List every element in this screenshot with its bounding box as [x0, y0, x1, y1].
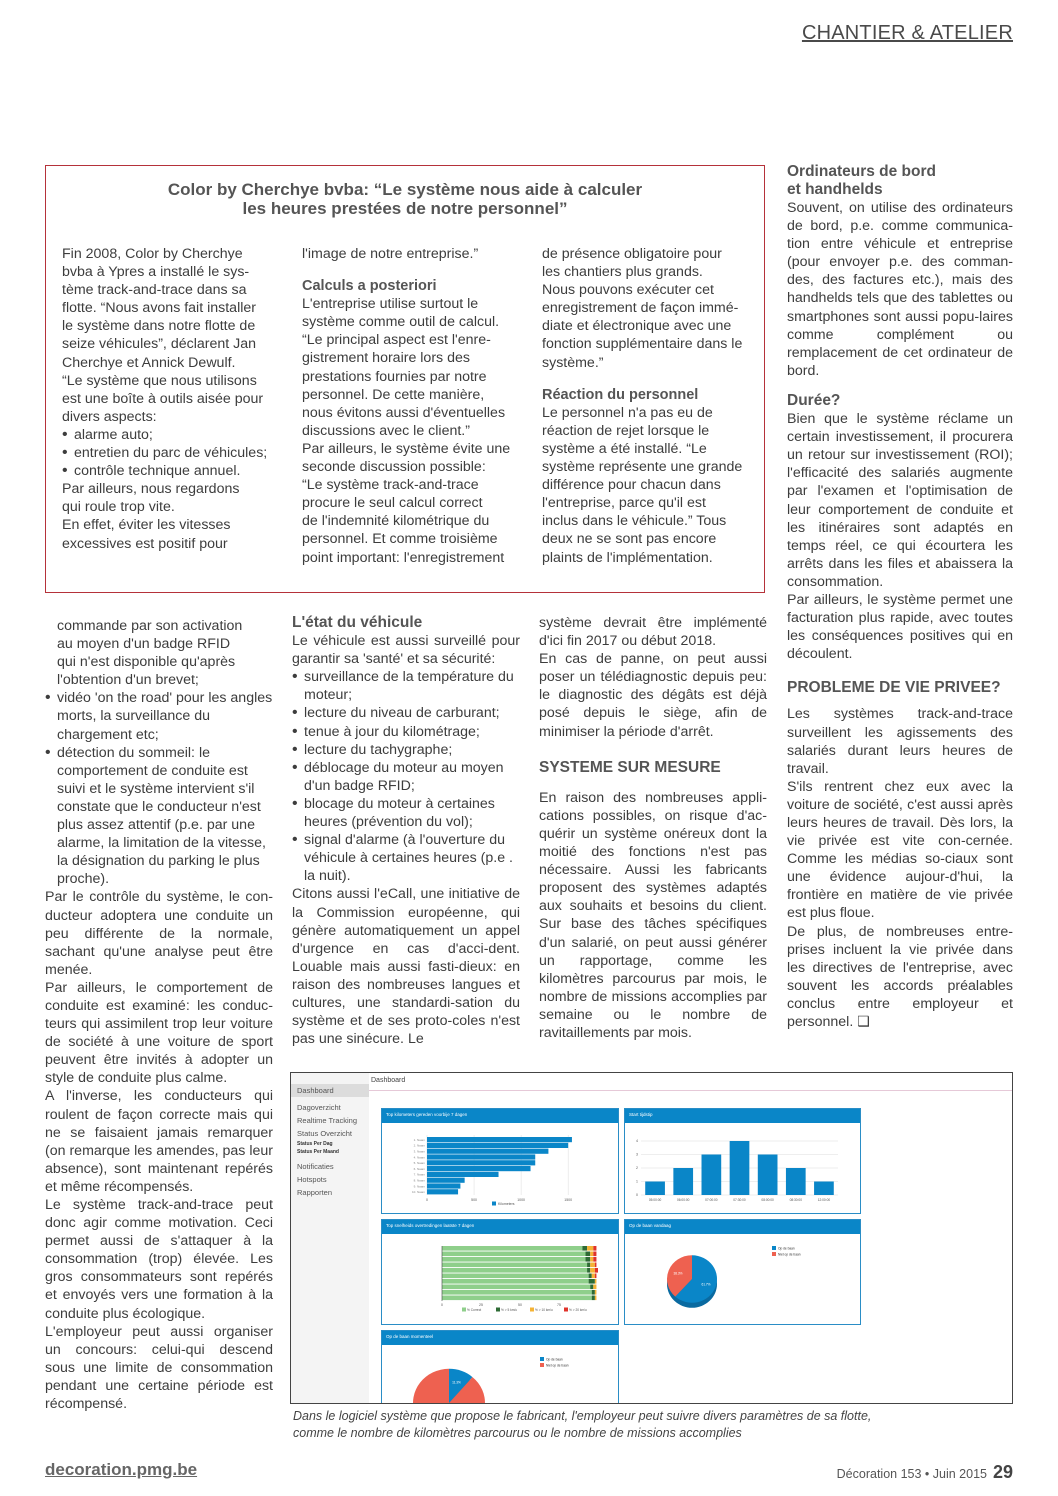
text-line: qui roule trop vite. — [62, 499, 175, 516]
bar — [427, 1154, 535, 1159]
sidebar-col1-outro — [62, 480, 292, 552]
text-line: excessives est positif pour — [62, 535, 228, 552]
text-line: nous évitons aussi d'éventuelles — [302, 404, 506, 421]
bar — [427, 1172, 499, 1177]
bar-segment — [587, 1263, 590, 1268]
bar-segment — [590, 1263, 595, 1268]
panel-top-km — [381, 1108, 619, 1214]
sidebar-title-line-1: Color by Cherchye bvba: “Le système nous aide à calculer — [167, 180, 643, 199]
bar-segment — [595, 1279, 597, 1284]
text-line: fonction supplémentaire dans le — [542, 336, 743, 353]
bar-segment — [592, 1274, 595, 1279]
bullet-item: • blocage du moteur à certaines heures (prévention du vol); — [292, 795, 520, 831]
bullet-item: • signal d'alarme (à l'ouverture du véhicule à certaines heures (p.e . la nuit). — [292, 831, 520, 885]
issue-info: Décoration 153 • Juin 2015 — [836, 1467, 987, 1481]
text-line: “Le système que nous utilisons — [62, 372, 257, 389]
panel-title: Op de baan vandaag — [625, 1220, 860, 1234]
text-line: Par ailleurs, le système évite une — [302, 440, 511, 457]
heading-sur-mesure: SYSTEME SUR MESURE — [539, 758, 721, 776]
paragraph: A l'inverse, les conducteurs qui roulent de façon correcte mais qui ne se faisaient jamais remarquer (on remarque les amendes, pas leur absence), sont maintenant repérés et même récompensés. — [45, 1088, 273, 1195]
bullet-item: • tenue à jour du kilométrage; — [292, 723, 520, 741]
panel-on-road-now — [381, 1330, 619, 1404]
dashboard-divider — [369, 1090, 1012, 1091]
chart-on-road-today — [625, 1234, 860, 1324]
bar-segment — [442, 1268, 587, 1273]
pie-slice — [413, 1369, 485, 1404]
text-line: réaction de rejet lorsque le — [542, 422, 710, 439]
legend-swatch — [530, 1308, 534, 1312]
legend-label: % > 20 km/u — [569, 1308, 587, 1312]
panel-title: Op de baan momenteel — [382, 1331, 618, 1345]
text-line: Par ailleurs, nous regardons — [62, 481, 240, 498]
bar — [673, 1168, 693, 1195]
bullet-item: • lecture du tachygraphe; — [292, 741, 520, 759]
bar-segment — [593, 1252, 596, 1257]
dashboard-screenshot — [290, 1072, 1013, 1404]
bullet-item: • surveillance de la température du moteur; — [292, 668, 520, 704]
text-line: En effet, éviter les vitesses — [62, 517, 231, 534]
sidebar-col3-lead — [542, 245, 757, 372]
legend-label: % > 10 km/u — [535, 1308, 553, 1312]
bar-segment — [586, 1257, 591, 1262]
bar — [427, 1178, 465, 1183]
bar — [427, 1149, 548, 1154]
nav-item-status-per-dag[interactable]: Status Per Dag — [297, 1141, 333, 1147]
x-tick-label: 07:00:00 — [705, 1198, 718, 1202]
y-tick-label: 0 — [636, 1193, 638, 1197]
bullet-item: • contrôle technique annuel. — [62, 462, 292, 480]
bar — [786, 1168, 806, 1195]
text-line: les chantiers plus grands. — [542, 264, 703, 281]
bar — [427, 1137, 572, 1142]
bar-segment — [587, 1268, 590, 1273]
text-line: le système dans notre flotte de — [62, 318, 256, 335]
bullet-item: • vidéo 'on the road' pour les angles morts, la surveillance du chargement etc; — [45, 689, 273, 743]
category-label: 7. Naam — [413, 1172, 425, 1177]
chart-top-km — [382, 1123, 618, 1213]
text-line: différence pour chacun dans — [542, 477, 721, 494]
bar-segment — [590, 1257, 593, 1262]
text-line: au moyen d'un badge RFID — [57, 636, 231, 653]
category-label: 6. Naam — [413, 1166, 425, 1171]
bar-segment — [586, 1252, 591, 1257]
bullet-item: • détection du sommeil: le comportement de conduite est suivi et le système intervient s'il constate que le conducteur n'est plus assez attentif (p.e. par une alarme, la limitation de la vitesse, la désignation du parking le plus proche). — [45, 744, 273, 889]
legend-label: % > 5 km/u — [501, 1308, 518, 1312]
y-tick-label: 3 — [636, 1152, 638, 1157]
para-vie-privee-2: S'ils rentrent chez eux avec la voiture de société, c'est aussi après leurs heures de travail. Dès lors, la vie privée est vite con-cernée. Comme les médias so-ciaux sont une évidence aujour-d'hui, la frontière en matière de vie privée est plus floue. — [787, 778, 1013, 922]
legend-label: Niet op de baan — [778, 1252, 801, 1257]
bar-segment — [592, 1290, 595, 1295]
bar-segment — [442, 1279, 589, 1284]
text-line: Cherchye et Annick Dewulf. — [62, 354, 236, 371]
legend-swatch — [496, 1308, 500, 1312]
bar — [427, 1189, 458, 1194]
bar-segment — [589, 1279, 595, 1284]
heading-etat-vehicule: L'état du véhicule — [292, 614, 423, 631]
text-line: divers aspects: — [62, 408, 157, 425]
sidebar-col3-heading: Réaction du personnel — [542, 386, 699, 403]
para-implementation: système devrait être implémenté d'ici fin 2017 ou début 2018. — [539, 615, 767, 650]
x-tick-label: 0 — [441, 1303, 443, 1307]
bar-segment — [593, 1246, 596, 1251]
category-label: 4. Naam — [413, 1155, 425, 1160]
category-label: 9. Naam — [413, 1184, 425, 1189]
sidebar-col3-body — [542, 404, 757, 567]
x-tick-label: 12:00:00 — [817, 1198, 831, 1202]
category-label: 3. Naam — [413, 1149, 425, 1154]
x-tick-label: 05:00:00 — [648, 1198, 662, 1202]
text-line: Le personnel n'a pas eu de — [542, 404, 713, 421]
main-column-1 — [45, 617, 273, 1413]
sidebar-title-line-2: les heures prestées de notre personnel” — [242, 199, 568, 218]
text-line: flotte. “Nous avons fait installer — [62, 300, 256, 317]
main-col1-bullets — [45, 689, 273, 888]
text-line: est une boîte à outils aisée pour — [62, 390, 264, 407]
category-label: 8. Naam — [413, 1178, 425, 1183]
nav-item-notificaties[interactable]: Notificaties — [297, 1162, 334, 1171]
text-line: système comme outil de calcul. — [302, 314, 500, 331]
text-line: discussions avec le client.” — [302, 422, 470, 439]
category-label: 5. Naam — [413, 1161, 425, 1166]
text-line: point important: l'enregistrement — [302, 549, 505, 566]
para-panne: En cas de panne, on peut aussi poser un télédiagnostic depuis peu: le diagnostic des dégâts est déjà posé depuis le siège, afin de minimiser la période d'arrêt. — [539, 651, 767, 740]
bar-segment — [595, 1274, 597, 1279]
paragraph: Par ailleurs, le comportement de conduite est examiné: les conduc-teurs qui assimilent trop leur voiture de société à une voiture de sport peuvent être invités à adopter un style de conduite plus calme. — [45, 979, 273, 1087]
bar-segment — [595, 1268, 598, 1273]
y-tick-label: 4 — [636, 1139, 638, 1143]
panel-title: Top snelheids overtredingen laatste 7 dagen — [382, 1220, 618, 1234]
caption-line-1: Dans le logiciel système que propose le fabricant, l'employeur peut suivre divers paramètres de sa flotte, — [293, 1409, 872, 1423]
nav-item-status-overzicht[interactable]: Status Overzicht — [297, 1129, 353, 1138]
legend-swatch — [772, 1252, 776, 1256]
sidebar-col2-heading: Calculs a posteriori — [302, 278, 437, 295]
page-footer — [837, 1462, 1013, 1483]
nav-item-hotspots[interactable]: Hotspots — [297, 1175, 327, 1184]
text-line: l'entreprise, parce qu'il est — [542, 495, 706, 512]
bar-segment — [595, 1296, 597, 1301]
continued-bullet — [45, 617, 273, 689]
para-duree-2: Par ailleurs, le système permet une facturation plus rapide, avec toutes les conséquences positives qui en découlent. — [787, 591, 1013, 663]
bar-segment — [442, 1285, 590, 1290]
bar-segment — [587, 1246, 593, 1251]
bar-segment — [442, 1274, 589, 1279]
category-label: 10. Naam — [411, 1190, 425, 1195]
bar-segment — [592, 1296, 595, 1301]
bar — [702, 1155, 722, 1196]
text-line: bvba à Ypres a installé le sys- — [62, 264, 250, 281]
nav-item-dagoverzicht[interactable]: Dagoverzicht — [297, 1103, 341, 1112]
text-line: “Le système track-and-trace — [302, 477, 479, 494]
para-ecall: Citons aussi l'eCall, une initiative de la Commission européenne, qui génère automatiquement un appel d'urgence en cas d'acci-dent. Louable mais aussi fasti-dieux: en raison des nombreuses langues et cultures, une standardi-sation du système et de ses proto-coles n'est pas une sinécure. Le — [292, 886, 520, 1048]
right-column — [787, 163, 1013, 1031]
text-line: seize véhicules”, déclarent Jan — [62, 336, 256, 353]
bar-segment — [590, 1285, 593, 1290]
x-tick-label: 0 — [426, 1198, 428, 1202]
legend-label: Kilometers — [498, 1202, 515, 1206]
text-line: deux ne se sont pas encore — [542, 531, 717, 548]
paragraph: Par le contrôle du système, le con-ducteur adoptera une conduite un peu différente de la normale, sachant qu'une analyse peut être menée. — [45, 889, 273, 978]
text-line: système a été installé. “Le — [542, 440, 707, 457]
bar — [427, 1160, 535, 1165]
text-line: prestations fournies par notre — [302, 368, 487, 385]
nav-item-dashboard[interactable]: Dashboard — [291, 1084, 369, 1097]
sidebar-col1-intro — [62, 245, 292, 426]
bar — [758, 1155, 778, 1196]
bar — [427, 1166, 531, 1171]
legend-label: Op de baan — [778, 1246, 795, 1251]
heading-vie-privee: PROBLEME DE VIE PRIVEE? — [787, 679, 1001, 697]
category-label: 1. Naam — [413, 1137, 425, 1142]
bar-segment — [442, 1252, 586, 1257]
bar-segment — [442, 1290, 592, 1295]
paragraph: L'employeur peut aussi organiser un concours: celui-qui descend sous une limite de consommation pendant une certaine période est récompensé. — [45, 1323, 273, 1413]
bar-segment — [590, 1252, 593, 1257]
data-label: 11.3% — [452, 1380, 461, 1385]
text-line: personnel. Et comme troisième — [302, 531, 498, 548]
end-mark-icon: ❑ — [857, 1014, 870, 1031]
text-line: “Le principal aspect est l'enre- — [302, 332, 491, 349]
text-line: commande par son activation — [57, 618, 243, 634]
main-col1-paragraphs — [45, 888, 273, 1413]
text-line: inclus dans le véhicule.” Tous — [542, 513, 727, 530]
sidebar-col1-bullets — [62, 426, 292, 480]
heading-duree: Durée? — [787, 391, 841, 409]
x-tick-label: 08:30:00 — [789, 1198, 802, 1202]
bullet-item: • lecture du niveau de carburant; — [292, 704, 520, 722]
sidebar-col2-lead: l'image de notre entreprise.” — [302, 246, 479, 262]
bar-segment — [442, 1246, 582, 1251]
data-label: 61.7% — [701, 1282, 711, 1287]
para-vie-privee-1: Les systèmes track-and-trace surveillent les agissements des salariés durant leurs heures de travail. — [787, 706, 1013, 777]
caption-line-2: comme le nombre de kilomètres parcourus ou le nombre de missions accomplies — [293, 1426, 742, 1440]
legend-label: Niet op de baan — [546, 1363, 569, 1368]
dashboard-title: Dashboard — [371, 1077, 406, 1084]
x-tick-label: 75 — [557, 1303, 561, 1307]
bar — [730, 1141, 750, 1195]
x-tick-label: 06:00:00 — [677, 1198, 690, 1202]
category-label: 2. Naam — [413, 1143, 425, 1148]
vehicle-checks-list — [292, 668, 520, 885]
legend-label: % Correct — [467, 1308, 482, 1312]
text-line: de l'indemnité kilométrique du — [302, 513, 490, 530]
nav-item-rapporten[interactable]: Rapporten — [297, 1188, 333, 1197]
y-tick-label: 2 — [636, 1166, 638, 1170]
text-line: Fin 2008, Color by Cherchye — [62, 246, 243, 262]
legend-swatch — [462, 1308, 466, 1312]
panel-speeding — [381, 1219, 619, 1325]
x-tick-label: 500 — [471, 1198, 477, 1202]
sidebar-column-3 — [542, 245, 757, 567]
bar-segment — [442, 1296, 592, 1301]
bar — [427, 1183, 460, 1188]
bar-segment — [595, 1290, 597, 1295]
page-number: 29 — [992, 1462, 1013, 1482]
legend-swatch — [772, 1246, 776, 1250]
text-line: procure le seul calcul correct — [302, 495, 483, 512]
bar — [427, 1143, 568, 1148]
text-line: système représente une grande — [542, 459, 743, 476]
x-tick-label: 1000 — [517, 1198, 526, 1202]
x-tick-label: 50 — [518, 1303, 522, 1307]
legend-swatch — [492, 1202, 496, 1206]
chart-start-time — [625, 1123, 860, 1213]
bar — [645, 1182, 665, 1196]
paragraph: Le système track-and-trace peut donc agir comme motivation. Ceci permet aussi de s'attaquer à la consommation (trop) élevée. Les gros consommateurs sont repérés et envoyés vers une formation à la conduite plus écologique. — [45, 1197, 273, 1322]
data-label: 38.3% — [673, 1271, 683, 1276]
sidebar-column-1 — [62, 245, 292, 553]
nav-item-realtime-tracking[interactable]: Realtime Tracking — [297, 1116, 358, 1125]
panel-start-time — [624, 1108, 861, 1214]
panel-on-road-today — [624, 1219, 861, 1325]
para-ordinateurs: Souvent, on utilise des ordinateurs de bord, p.e. comme communica-tion entre véhicule et entreprise (pour envoyer p.e. des comman-des, des factures etc.), mais des handhelds tels que des tablettes ou smartphones sont aussi popu-laires comme complément ou remplacement de cet ordinateur de bord. — [787, 200, 1013, 379]
panel-title: Top kilometers gereden voorbije 7 dagen — [382, 1109, 618, 1123]
sidebar-col2-body — [302, 295, 532, 566]
legend-swatch — [564, 1308, 568, 1312]
heading-ordinateurs: Ordinateurs de bord et handhelds — [787, 163, 936, 198]
sidebar-column-2 — [302, 245, 532, 567]
text-line: enregistrement de façon immé- — [542, 300, 739, 317]
text-line: diate et électronique avec une — [542, 318, 732, 335]
bar-segment — [595, 1263, 597, 1268]
bullet-item: • entretien du parc de véhicules; — [62, 444, 292, 462]
y-tick-label: 1 — [636, 1179, 638, 1184]
legend-swatch — [540, 1357, 544, 1361]
para-vie-privee-3: De plus, de nombreuses entre-prises incluent la vie privée dans les directives de l'entreprise, avec souvent les accords préalables conclus entre employeur et personnel. ❑ — [787, 923, 1013, 1031]
para-sur-mesure: En raison des nombreuses appli-cations possibles, on risque d'ac-quérir un système onéreux dont la moitié des fonctions n'est pas nécessaire. Aussi les fabricants proposent des systèmes adaptés aux souhaits et besoins du client. Sur base des tâches spécifiques d'un salarié, on peut aussi générer un rapportage, comme les kilomètres parcourus par mois, le nombre de missions accomplies par semaine ou le nombre de ravitaillements par mois. — [539, 789, 767, 1041]
chart-speeding — [382, 1234, 618, 1324]
main-column-3 — [539, 614, 767, 1042]
bar-segment — [589, 1274, 592, 1279]
panel-title: Start tijdstip — [625, 1109, 860, 1123]
para-duree-1: Bien que le système réclame un certain investissement, il procurera un retour sur investissement (ROI); l'efficacité des salariés augmente par l'examen et l'optimisation de leur comportement de conduite et les itinéraires sont adaptés en temps réel, ce qui écourtera les arrêts dans les files et abaissera la consommation. — [787, 411, 1013, 590]
main-column-2 — [292, 614, 520, 1048]
text-line: L'entreprise utilise surtout le — [302, 296, 479, 313]
bar-segment — [593, 1285, 596, 1290]
bar-segment — [442, 1263, 587, 1268]
bar-segment — [442, 1257, 586, 1262]
dashboard-nav — [291, 1073, 369, 1403]
sidebar-box-title — [45, 180, 765, 218]
legend-label: Op de baan — [546, 1357, 563, 1362]
website-link[interactable]: decoration.pmg.be — [45, 1460, 198, 1479]
bar-segment — [582, 1246, 587, 1251]
text-line: Nous pouvons exécuter cet — [542, 282, 714, 299]
text-line: qui n'est disponible qu'après — [57, 654, 236, 671]
x-tick-label: 25 — [479, 1303, 483, 1307]
text-line: système.” — [542, 354, 604, 371]
x-tick-label: 1500 — [564, 1198, 573, 1202]
text-line: personnel. De cette manière, — [302, 386, 485, 403]
figure-caption — [293, 1408, 871, 1442]
bar-segment — [590, 1268, 595, 1273]
text-line: de présence obligatoire pour — [542, 246, 722, 262]
section-label: CHANTIER & ATELIER — [801, 22, 1013, 44]
x-tick-label: 08:00:00 — [761, 1198, 774, 1202]
text-line: plaints de l'implémentation. — [542, 549, 713, 566]
chart-on-road-now — [382, 1345, 618, 1404]
legend-swatch — [540, 1363, 544, 1367]
bullet-item: • alarme auto; — [62, 426, 292, 444]
text-line: tème track-and-trace dans sa — [62, 282, 247, 299]
text-line: l'obtention d'un brevet; — [57, 672, 199, 689]
text-line: seconde discussion possible: — [302, 459, 486, 476]
nav-item-status-per-maand[interactable]: Status Per Maand — [297, 1149, 339, 1155]
x-tick-label: 07:30:00 — [733, 1198, 746, 1202]
text-line: gistrement horaire lors des — [302, 350, 470, 367]
para-etat-intro: Le véhicule est aussi surveillé pour garantir sa 'santé' et sa sécurité: — [292, 633, 520, 668]
bar — [814, 1182, 834, 1196]
bullet-item: • déblocage du moteur au moyen d'un badge RFID; — [292, 759, 520, 795]
bar-segment — [593, 1257, 596, 1262]
